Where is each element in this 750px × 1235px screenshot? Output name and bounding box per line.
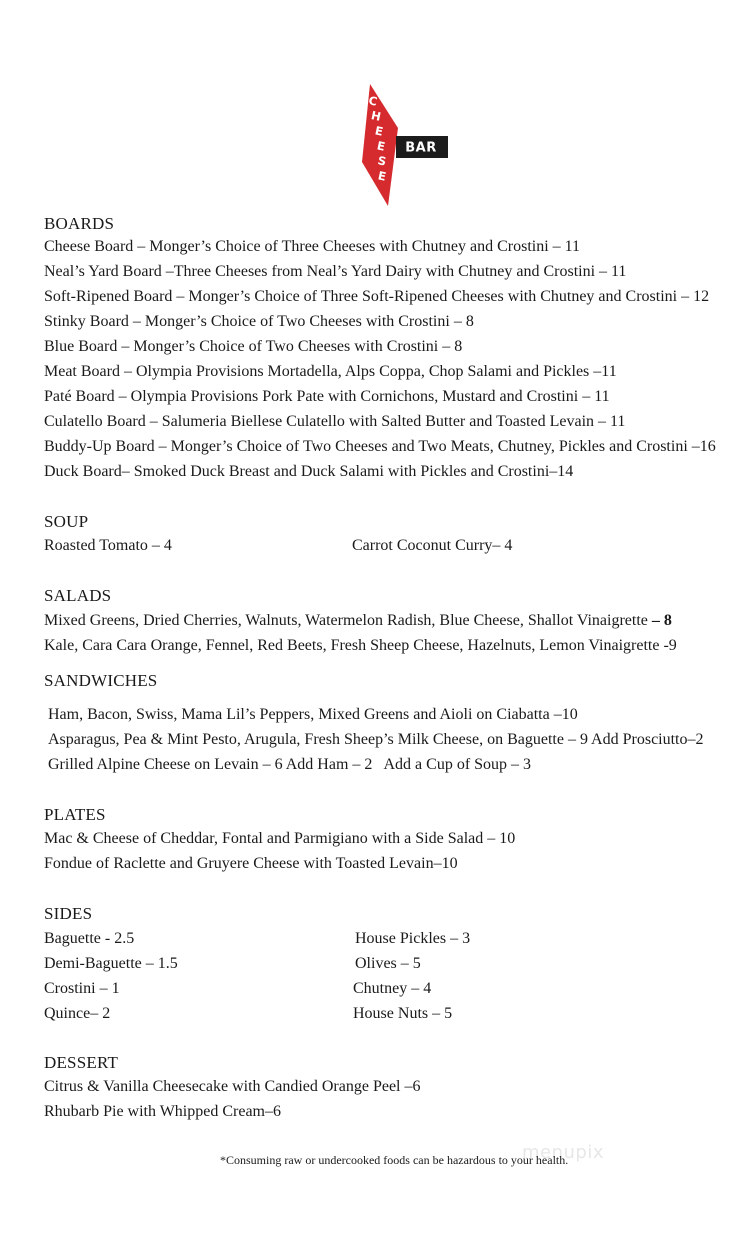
sides-heading: SIDES [44, 904, 93, 923]
sandwiches-heading: SANDWICHES [44, 671, 158, 690]
salads-heading: SALADS [44, 586, 112, 605]
board-item: Blue Board – Monger’s Choice of Two Cheeses with Crostini – 8 [44, 338, 463, 355]
cheese-bar-logo [362, 84, 452, 206]
board-item: Duck Board– Smoked Duck Breast and Duck Salami with Pickles and Crostini–14 [44, 463, 574, 480]
soup-item-left: Roasted Tomato – 4 [44, 537, 172, 554]
soup-item-right: Carrot Coconut Curry– 4 [352, 537, 513, 554]
dessert-item: Citrus & Vanilla Cheesecake with Candied Orange Peel –6 [44, 1078, 421, 1095]
svg-text:C: C [367, 93, 379, 109]
dessert-heading: DESSERT [44, 1053, 119, 1072]
svg-text:E: E [373, 123, 385, 139]
soup-heading: SOUP [44, 512, 89, 531]
salad-item [44, 612, 672, 630]
side-item-left: Crostini – 1 [44, 980, 120, 997]
menupix-watermark: menupix [522, 1142, 605, 1163]
sandwich-item: Grilled Alpine Cheese on Levain – 6 Add Ham – 2 Add a Cup of Soup – 3 [48, 756, 532, 773]
svg-text:E: E [375, 138, 387, 154]
board-item: Stinky Board – Monger’s Choice of Two Cheeses with Crostini – 8 [44, 313, 474, 330]
salad-item: Kale, Cara Cara Orange, Fennel, Red Beets, Fresh Sheep Cheese, Hazelnuts, Lemon Vinaigrette -9 [44, 637, 677, 654]
svg-text:BAR: BAR [405, 140, 437, 156]
plates-heading: PLATES [44, 805, 106, 824]
side-item-left: Quince– 2 [44, 1005, 111, 1022]
side-item-right: Olives – 5 [355, 955, 421, 972]
side-item-right: House Nuts – 5 [353, 1005, 453, 1022]
svg-text:E: E [376, 168, 388, 184]
boards-heading: BOARDS [44, 214, 115, 233]
sandwich-item: Ham, Bacon, Swiss, Mama Lil’s Peppers, Mixed Greens and Aioli on Ciabatta –10 [48, 706, 578, 723]
side-item-right: House Pickles – 3 [355, 930, 471, 947]
dessert-item: Rhubarb Pie with Whipped Cream–6 [44, 1103, 281, 1120]
board-item: Neal’s Yard Board –Three Cheeses from Neal’s Yard Dairy with Chutney and Crostini – 11 [44, 263, 627, 280]
board-item: Paté Board – Olympia Provisions Pork Pate with Cornichons, Mustard and Crostini – 11 [44, 388, 610, 405]
side-item-right: Chutney – 4 [353, 980, 432, 997]
salad-item-price: – 8 [651, 612, 672, 629]
board-item: Soft-Ripened Board – Monger’s Choice of Three Soft-Ripened Cheeses with Chutney and Crostini – 12 [44, 288, 710, 305]
board-item: Buddy-Up Board – Monger’s Choice of Two Cheeses and Two Meats, Chutney, Pickles and Crostini –16 [44, 438, 716, 455]
board-item: Cheese Board – Monger’s Choice of Three Cheeses with Chutney and Crostini – 11 [44, 238, 581, 255]
plate-item: Fondue of Raclette and Gruyere Cheese with Toasted Levain–10 [44, 855, 458, 872]
svg-text:H: H [369, 108, 383, 124]
sandwich-item: Asparagus, Pea & Mint Pesto, Arugula, Fresh Sheep’s Milk Cheese, on Baguette – 9 Add Prosciutto–2 [48, 731, 704, 748]
side-item-left: Demi-Baguette – 1.5 [44, 955, 178, 972]
health-disclaimer: *Consuming raw or undercooked foods can be hazardous to your health. [220, 1153, 569, 1167]
board-item: Meat Board – Olympia Provisions Mortadella, Alps Coppa, Chop Salami and Pickles –11 [44, 363, 617, 380]
svg-text:S: S [376, 153, 388, 169]
plate-item: Mac & Cheese of Cheddar, Fontal and Parmigiano with a Side Salad – 10 [44, 830, 516, 847]
salad-item-text: Mixed Greens, Dried Cherries, Walnuts, Watermelon Radish, Blue Cheese, Shallot Vinaigrette [44, 612, 652, 629]
board-item: Culatello Board – Salumeria Biellese Culatello with Salted Butter and Toasted Levain – 11 [44, 413, 626, 430]
side-item-left: Baguette - 2.5 [44, 930, 135, 947]
